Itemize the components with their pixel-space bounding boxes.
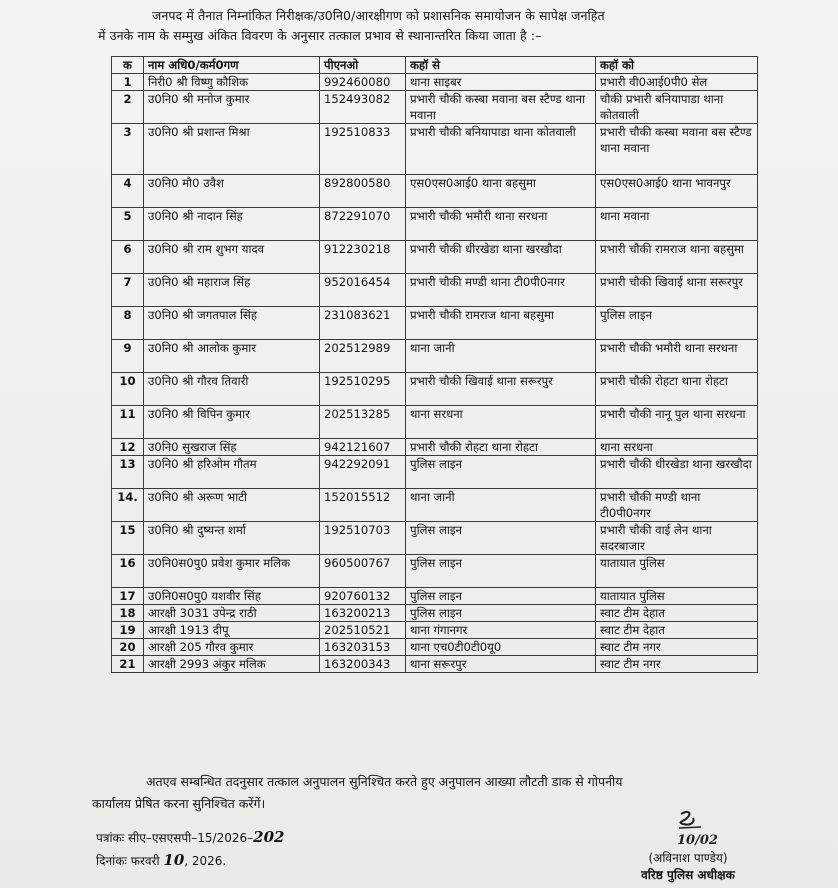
signatory-designation: वरिष्ठ पुलिस अधीक्षक <box>641 868 735 882</box>
table-cell-pno: 192510295 <box>320 373 406 406</box>
table-cell-serial: 19 <box>112 622 144 639</box>
table-row <box>112 74 758 91</box>
table-cell-pno: 231083621 <box>320 307 406 340</box>
letter-number-handwritten: 202 <box>253 828 285 846</box>
table-row <box>112 307 758 340</box>
table-cell-from: थाना एच0टी0टी0यू0 <box>406 639 596 656</box>
table-cell-serial: 6 <box>112 241 144 274</box>
table-cell-from: एस0एस0आई0 थाना बहसुमा <box>406 175 596 208</box>
table-cell-to: प्रभारी वी0आई0पी0 सेल <box>596 74 758 91</box>
table-cell-name: आरक्षी 205 गौरव कुमार <box>144 639 320 656</box>
table-row <box>112 274 758 307</box>
table-cell-to: चौकी प्रभारी बनियापाडा थाना कोतवाली <box>596 91 758 124</box>
table-row <box>112 406 758 439</box>
signature-block <box>598 808 778 884</box>
letter-date <box>96 849 284 872</box>
table-cell-name: आरक्षी 2993 अंकुर मलिक <box>144 656 320 673</box>
table-cell-serial: 7 <box>112 274 144 307</box>
transfer-table <box>111 56 758 673</box>
table-cell-from: प्रभारी चौकी धीरखेडा थाना खरखौदा <box>406 241 596 274</box>
letter-number-prefix: पत्रांकः सीए–एसएसपी–15/2026– <box>96 831 254 845</box>
table-cell-name: उ0नि0 श्री हरिओम गौतम <box>144 456 320 489</box>
table-cell-pno: 163200343 <box>320 656 406 673</box>
table-cell-pno: 163203153 <box>320 639 406 656</box>
reference-block <box>96 826 284 872</box>
header-to: कहॉ को <box>596 57 758 74</box>
table-cell-pno: 192510833 <box>320 124 406 175</box>
table-cell-to: प्रभारी चौकी धीरखेडा थाना खरखौदा <box>596 456 758 489</box>
table-cell-name: उ0नि0 श्री प्रशान्त मिश्रा <box>144 124 320 175</box>
table-cell-name: उ0नि0 श्री जगतपाल सिंह <box>144 307 320 340</box>
table-cell-serial: 2 <box>112 91 144 124</box>
table-cell-pno: 992460080 <box>320 74 406 91</box>
table-row <box>112 522 758 555</box>
table-cell-from: पुलिस लाइन <box>406 605 596 622</box>
header-serial: क <box>112 57 144 74</box>
table-cell-name: उ0नि0स0पु0 यशवीर सिंह <box>144 588 320 605</box>
table-cell-from: पुलिस लाइन <box>406 522 596 555</box>
table-row <box>112 175 758 208</box>
table-cell-from: प्रभारी चौकी रामराज थाना बहसुमा <box>406 307 596 340</box>
table-cell-pno: 202513285 <box>320 406 406 439</box>
table-cell-pno: 960500767 <box>320 555 406 588</box>
table-cell-to: प्रभारी चौकी वाई लेन थाना सदरबाजार <box>596 522 758 555</box>
table-cell-pno: 202512989 <box>320 340 406 373</box>
table-cell-pno: 942121607 <box>320 439 406 456</box>
table-cell-name: उ0नि0 श्री विपिन कुमार <box>144 406 320 439</box>
table-row <box>112 241 758 274</box>
table-cell-from: थाना सरूरपुर <box>406 656 596 673</box>
table-cell-pno: 942292091 <box>320 456 406 489</box>
table-cell-name: आरक्षी 1913 दीपू <box>144 622 320 639</box>
table-cell-serial: 11 <box>112 406 144 439</box>
table-cell-to: प्रभारी चौकी भमौरी थाना सरधना <box>596 340 758 373</box>
table-cell-pno: 920760132 <box>320 588 406 605</box>
table-cell-serial: 12 <box>112 439 144 456</box>
table-cell-from: थाना गंगानगर <box>406 622 596 639</box>
table-cell-name: उ0नि0स0पु0 प्रवेश कुमार मलिक <box>144 555 320 588</box>
table-row <box>112 439 758 456</box>
table-cell-to: यातायात पुलिस <box>596 588 758 605</box>
table-cell-pno: 952016454 <box>320 274 406 307</box>
table-cell-name: उ0नि0 सुखराज सिंह <box>144 439 320 456</box>
table-cell-serial: 4 <box>112 175 144 208</box>
table-cell-from: थाना जानी <box>406 340 596 373</box>
signature-scribble <box>643 808 733 850</box>
header-pno: पीएनओ <box>320 57 406 74</box>
letter-number <box>96 826 284 849</box>
table-cell-serial: 18 <box>112 605 144 622</box>
table-cell-to: स्वाट टीम देहात <box>596 622 758 639</box>
table-row <box>112 456 758 489</box>
table-cell-name: उ0नि0 श्री मनोज कुमार <box>144 91 320 124</box>
table-cell-from: थाना जानी <box>406 489 596 522</box>
intro-line-2: में उनके नाम के सम्मुख अंकित विवरण के अनुसार तत्काल प्रभाव से स्थानान्तरित किया जाता है :– <box>98 28 542 43</box>
table-row <box>112 639 758 656</box>
table-cell-from: प्रभारी चौकी भमौरी थाना सरधना <box>406 208 596 241</box>
table-row <box>112 489 758 522</box>
table-cell-name: उ0नि0 श्री अरूण भाटी <box>144 489 320 522</box>
table-cell-name: उ0नि0 श्री राम शुभग यादव <box>144 241 320 274</box>
table-cell-name: आरक्षी 3031 उपेन्द्र राठी <box>144 605 320 622</box>
table-cell-from: प्रभारी चौकी खिवाई थाना सरूरपुर <box>406 373 596 406</box>
table-row <box>112 340 758 373</box>
table-cell-pno: 192510703 <box>320 522 406 555</box>
table-cell-serial: 13 <box>112 456 144 489</box>
table-cell-to: स्वाट टीम नगर <box>596 639 758 656</box>
date-day-handwritten: 10 <box>163 851 185 869</box>
date-suffix: , 2026. <box>184 854 227 868</box>
table-cell-from: पुलिस लाइन <box>406 456 596 489</box>
table-cell-to: थाना सरधना <box>596 439 758 456</box>
table-cell-serial: 8 <box>112 307 144 340</box>
table-cell-pno: 872291070 <box>320 208 406 241</box>
table-cell-name: उ0नि0 श्री दुष्यन्त शर्मा <box>144 522 320 555</box>
table-cell-serial: 17 <box>112 588 144 605</box>
table-cell-from: थाना सरधना <box>406 406 596 439</box>
table-row <box>112 208 758 241</box>
date-prefix: दिनांकः फरवरी <box>96 854 160 868</box>
table-row <box>112 605 758 622</box>
table-cell-from: पुलिस लाइन <box>406 588 596 605</box>
signature-date: 10/02 <box>677 833 718 848</box>
table-cell-to: एस0एस0आई0 थाना भावनपुर <box>596 175 758 208</box>
table-cell-serial: 9 <box>112 340 144 373</box>
table-cell-pno: 163200213 <box>320 605 406 622</box>
intro-line-1: जनपद में तैनात निम्नांकित निरीक्षक/उ0नि0/आरक्षीगण को प्रशासनिक समायोजन के सापेक्ष जनहित <box>152 8 605 23</box>
table-cell-from: प्रभारी चौकी मण्डी थाना टी0पी0नगर <box>406 274 596 307</box>
table-header-row <box>112 57 758 74</box>
table-row <box>112 622 758 639</box>
table-cell-serial: 20 <box>112 639 144 656</box>
table-cell-pno: 152493082 <box>320 91 406 124</box>
table-cell-to: स्वाट टीम नगर <box>596 656 758 673</box>
table-cell-to: स्वाट टीम देहात <box>596 605 758 622</box>
table-body <box>112 74 758 673</box>
closing-line-2: कार्यालय प्रेषित करना सुनिश्चित करेंगें। <box>92 796 266 811</box>
table-cell-to: प्रभारी चौकी कस्बा मवाना बस स्टैण्ड थाना मवाना <box>596 124 758 175</box>
table-row <box>112 588 758 605</box>
table-cell-from: थाना साइबर <box>406 74 596 91</box>
table-cell-name: निरी0 श्री विष्णु कौशिक <box>144 74 320 91</box>
table-cell-to: प्रभारी चौकी मण्डी थाना टी0पी0नगर <box>596 489 758 522</box>
table-cell-to: पुलिस लाइन <box>596 307 758 340</box>
table-cell-serial: 1 <box>112 74 144 91</box>
table-row <box>112 91 758 124</box>
table-cell-serial: 14. <box>112 489 144 522</box>
table-cell-name: उ0नि0 श्री आलोक कुमार <box>144 340 320 373</box>
table-cell-from: पुलिस लाइन <box>406 555 596 588</box>
table-cell-serial: 16 <box>112 555 144 588</box>
intro-paragraph <box>92 6 812 46</box>
table-row <box>112 555 758 588</box>
table-cell-to: प्रभारी चौकी खिवाई थाना सरूरपुर <box>596 274 758 307</box>
table-cell-serial: 21 <box>112 656 144 673</box>
table-cell-pno: 892800580 <box>320 175 406 208</box>
table-row <box>112 124 758 175</box>
table-cell-to: प्रभारी चौकी नानू पुल थाना सरधना <box>596 406 758 439</box>
table-cell-to: प्रभारी चौकी रामराज थाना बहसुमा <box>596 241 758 274</box>
table-cell-name: उ0नि0 श्री नादान सिंह <box>144 208 320 241</box>
table-cell-name: उ0नि0 श्री महाराज सिंह <box>144 274 320 307</box>
table-cell-to: थाना मवाना <box>596 208 758 241</box>
table-cell-pno: 202510521 <box>320 622 406 639</box>
table-cell-serial: 15 <box>112 522 144 555</box>
table-cell-name: उ0नि0 मौ0 उवैश <box>144 175 320 208</box>
table-row <box>112 373 758 406</box>
header-from: कहॉ से <box>406 57 596 74</box>
table-cell-to: यातायात पुलिस <box>596 555 758 588</box>
table-cell-serial: 5 <box>112 208 144 241</box>
table-cell-serial: 3 <box>112 124 144 175</box>
table-cell-to: प्रभारी चौकी रोहटा थाना रोहटा <box>596 373 758 406</box>
table-cell-serial: 10 <box>112 373 144 406</box>
table-row <box>112 656 758 673</box>
closing-line-1: अतएव सम्बन्धित तदनुसार तत्काल अनुपालन सुनिश्चित करते हुए अनुपालन आख्या लौटती डाक से गोपनीय <box>146 774 623 789</box>
table-cell-from: प्रभारी चौकी रोहटा थाना रोहटा <box>406 439 596 456</box>
table-cell-from: प्रभारी चौकी बनियापाडा थाना कोतवाली <box>406 124 596 175</box>
header-name: नाम अधि0/कर्म0गण <box>144 57 320 74</box>
table-cell-from: प्रभारी चौकी कस्बा मवाना बस स्टैण्ड थाना मवाना <box>406 91 596 124</box>
table-cell-name: उ0नि0 श्री गौरव तिवारी <box>144 373 320 406</box>
table-cell-pno: 152015512 <box>320 489 406 522</box>
table-cell-pno: 912230218 <box>320 241 406 274</box>
signatory-name: (अविनाश पाण्डेय) <box>648 851 728 865</box>
